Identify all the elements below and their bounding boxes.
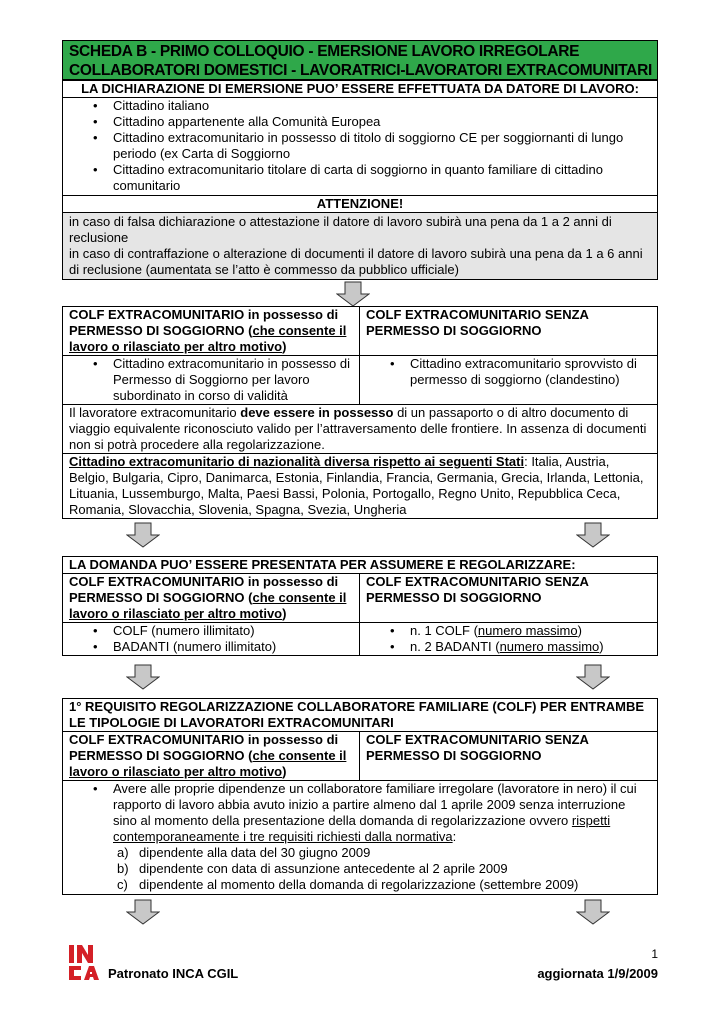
down-arrow-icon bbox=[576, 664, 610, 690]
list-item: • n. 1 COLF (numero massimo) bbox=[366, 623, 651, 639]
nationality-requirement: Cittadino extracomunitario di nazionalità diversa rispetto ai seguenti Stati: Italia, Austria, Belgio, Bulgaria, Cipro, Danimarca, Estonia, Finlandia, Francia, Germania, Grecia, Irlanda, Lettonia, Lituania, Lussemburgo, Malta, Paesi Bassi, Polonia, Portogallo, Regno Unito, Repubblica Ceca, Romania, Slovacchia, Slovenia, Spagna, Svezia, Ungheria bbox=[69, 454, 644, 517]
footer-org: Patronato INCA CGIL bbox=[108, 966, 239, 981]
page-number: 1 bbox=[651, 947, 658, 961]
section-application-limits bbox=[62, 556, 658, 656]
down-arrow-icon bbox=[576, 522, 610, 548]
down-arrow-icon bbox=[336, 281, 370, 307]
column-header-with-permit: COLF EXTRACOMUNITARIO in possesso di PERMESSO DI SOGGIORNO (che consente il lavoro o rilasciato per altro motivo) bbox=[63, 732, 360, 780]
column-header-without-permit: COLF EXTRACOMUNITARIO SENZA PERMESSO DI SOGGIORNO bbox=[366, 574, 589, 605]
list-item: b) dipendente con data di assunzione antecedente al 2 aprile 2009 bbox=[117, 861, 508, 876]
passport-requirement: Il lavoratore extracomunitario deve essere in possesso di un passaporto o di altro documento di viaggio equivalente riconosciuto valido per l’attraversamento delle frontiere. In assenza di documenti non si potrà procedere alla regolarizzazione. bbox=[63, 405, 657, 454]
list-item: • Cittadino extracomunitario in possesso di Permesso di Soggiorno per lavoro subordinato in corso di validità bbox=[69, 356, 353, 404]
list-item: c) dipendente al momento della domanda di regolarizzazione (settembre 2009) bbox=[117, 877, 579, 892]
column-header-with-permit: COLF EXTRACOMUNITARIO in possesso di PERMESSO DI SOGGIORNO (che consente il lavoro o rilasciato per altro motivo) bbox=[63, 574, 360, 622]
attention-text: in caso di contraffazione o alterazione di documenti il datore di lavoro subirà una pena da 1 a 6 anni di reclusione (aumentata se l’atto è commesso da pubblico ufficiale) bbox=[69, 246, 643, 277]
section-employer-eligibility bbox=[62, 80, 658, 280]
section-first-requirement bbox=[62, 698, 658, 895]
down-arrow-icon bbox=[126, 522, 160, 548]
list-item: • Cittadino extracomunitario sprovvisto di permesso di soggiorno (clandestino) bbox=[366, 356, 651, 388]
down-arrow-icon bbox=[576, 899, 610, 925]
section-heading: LA DOMANDA PUO’ ESSERE PRESENTATA PER ASSUMERE E REGOLARIZZARE: bbox=[63, 557, 657, 574]
attention-text: in caso di falsa dichiarazione o attestazione il datore di lavoro subirà una pena da 1 a 2 anni di reclusione bbox=[69, 214, 612, 245]
down-arrow-icon bbox=[126, 664, 160, 690]
list-item: • Avere alle proprie dipendenze un collaboratore familiare irregolare (lavoratore in nero) il cui rapporto di lavoro abbia avuto inizio a partire almeno dal 1 aprile 2009 senza interruzione sino al momento della presentazione della domanda di regolarizzazione ovvero rispetti contemporaneamente i tre requisiti richiesti dalla normativa: bbox=[69, 781, 651, 845]
section-worker-types bbox=[62, 306, 658, 519]
sub-requirements-list bbox=[69, 845, 651, 893]
down-arrow-icon bbox=[126, 899, 160, 925]
column-header-without-permit: COLF EXTRACOMUNITARIO SENZA PERMESSO DI SOGGIORNO bbox=[366, 732, 589, 763]
inca-logo-icon bbox=[68, 944, 102, 984]
list-item: • COLF (numero illimitato) bbox=[69, 623, 353, 639]
list-item: • BADANTI (numero illimitato) bbox=[69, 639, 353, 655]
list-item: • n. 2 BADANTI (numero massimo) bbox=[366, 639, 651, 655]
list-item: a) dipendente alla data del 30 giugno 2009 bbox=[117, 845, 371, 860]
list-item: • Cittadino extracomunitario in possesso di titolo di soggiorno CE per soggiornanti di lungo periodo (ex Carta di Soggiorno bbox=[69, 130, 651, 162]
list-item: • Cittadino extracomunitario titolare di carta di soggiorno in quanto familiare di cittadino comunitario bbox=[69, 162, 651, 194]
section-heading: 1° REQUISITO REGOLARIZZAZIONE COLLABORATORE FAMILIARE (COLF) PER ENTRAMBE LE TIPOLOGIE DI LAVORATORI EXTRACOMUNITARI bbox=[63, 699, 657, 732]
list-item: • Cittadino italiano bbox=[69, 98, 651, 114]
footer-date: aggiornata 1/9/2009 bbox=[537, 966, 658, 981]
page-title: SCHEDA B - PRIMO COLLOQUIO - EMERSIONE LAVORO IRREGOLARE COLLABORATORI DOMESTICI - LAVORATRICI-LAVORATORI EXTRACOMUNITARI bbox=[62, 40, 658, 80]
section-heading: LA DICHIARAZIONE DI EMERSIONE PUO’ ESSERE EFFETTUATA DA DATORE DI LAVORO: bbox=[81, 81, 639, 96]
column-header-without-permit: COLF EXTRACOMUNITARIO SENZA PERMESSO DI SOGGIORNO bbox=[366, 307, 589, 338]
employer-list bbox=[69, 98, 651, 194]
column-header-with-permit: COLF EXTRACOMUNITARIO in possesso di PERMESSO DI SOGGIORNO (che consente il lavoro o rilasciato per altro motivo) bbox=[63, 307, 360, 355]
attention-heading: ATTENZIONE! bbox=[316, 196, 404, 211]
list-item: • Cittadino appartenente alla Comunità Europea bbox=[69, 114, 651, 130]
